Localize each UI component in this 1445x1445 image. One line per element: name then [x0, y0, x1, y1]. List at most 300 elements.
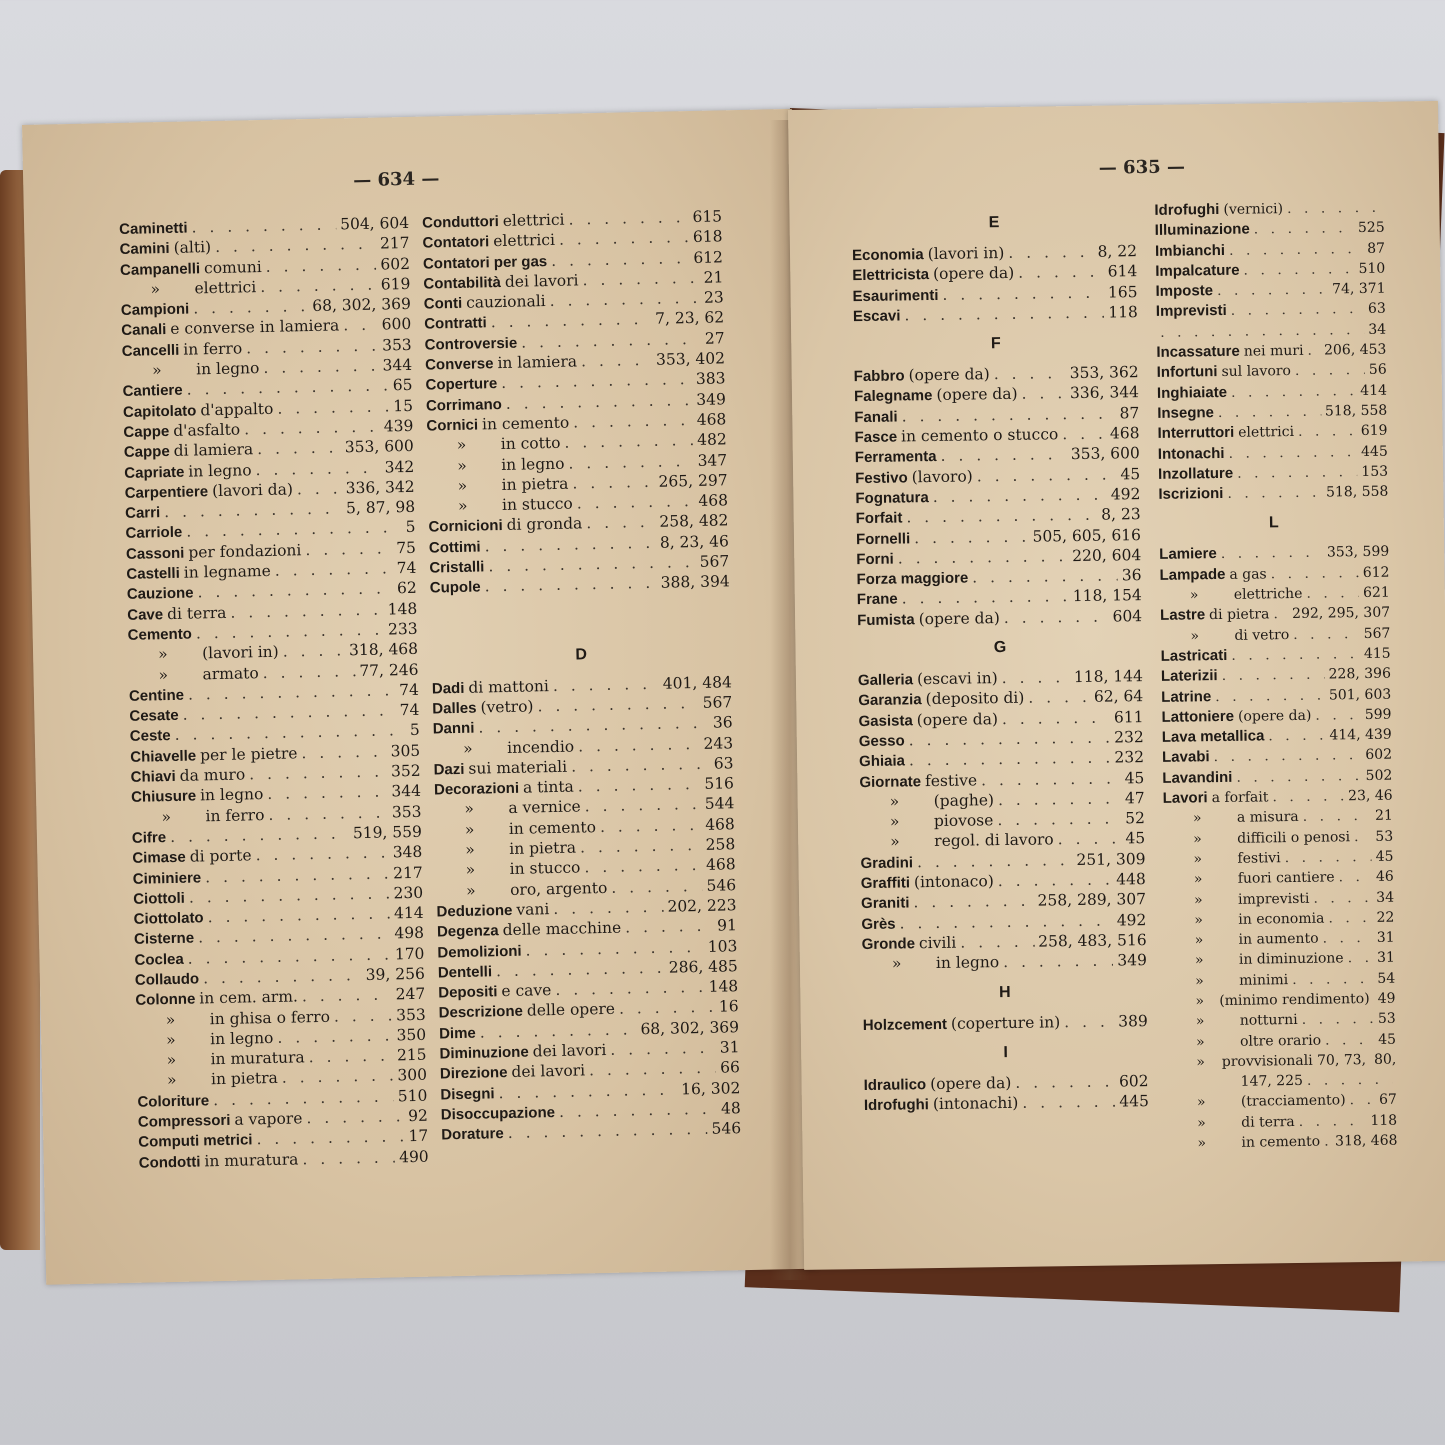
ditto-mark: »	[1197, 1135, 1207, 1152]
leader-dots	[267, 782, 388, 805]
entry-term: Chiavelle	[130, 747, 197, 766]
ditto-mark: »	[457, 496, 468, 516]
leader-dots	[1228, 442, 1357, 464]
leader-dots	[972, 566, 1118, 588]
entry-qualifier: in legname	[183, 561, 271, 582]
leader-dots	[508, 1119, 708, 1143]
leader-dots	[1315, 705, 1361, 726]
page-reference: 352	[390, 761, 421, 781]
entry-term: Cave	[127, 605, 164, 624]
ditto-mark: »	[1195, 1033, 1205, 1050]
leader-dots	[1272, 786, 1344, 807]
page-reference: 74	[396, 558, 417, 578]
leader-dots	[484, 573, 657, 597]
page-reference: 228, 396	[1328, 665, 1392, 683]
page-reference: 215	[396, 1045, 427, 1065]
entry-term: Contabilità	[423, 273, 502, 293]
page-reference: 217	[392, 863, 423, 882]
page-reference: 612	[693, 247, 724, 267]
entry-term: Illuminazione	[1154, 220, 1250, 240]
entry-term: Ciottolato	[133, 909, 204, 928]
entry-term: Disoccupazione	[440, 1103, 556, 1124]
leader-dots	[1218, 402, 1321, 424]
index-entry	[864, 1091, 1149, 1115]
leader-dots	[305, 538, 392, 560]
entry-term: Contatori	[422, 233, 490, 252]
page-reference: 48	[720, 1099, 741, 1118]
ditto-mark: »	[1197, 1115, 1206, 1132]
leader-dots	[553, 897, 664, 920]
entry-term: Campioni	[120, 300, 190, 320]
entry-term: Cottimi	[428, 538, 481, 557]
index-column-left-2	[422, 206, 741, 1145]
index-entry	[855, 484, 1140, 508]
page-reference: 353, 600	[1070, 444, 1140, 464]
entry-term: Impalcature	[1155, 261, 1240, 280]
leader-dots	[1313, 887, 1372, 908]
entry-qualifier: delle opere	[526, 1000, 616, 1021]
entry-term: Conduttori	[421, 213, 499, 232]
leader-dots	[573, 410, 693, 433]
entry-qualifier: elettriche	[1233, 585, 1303, 603]
page-reference: 448	[1116, 870, 1146, 889]
entry-term: Galleria	[857, 671, 914, 690]
entry-term: Idrofughi	[863, 1096, 930, 1115]
entry-term: Gradini	[860, 854, 914, 872]
leader-dots	[1231, 299, 1365, 321]
entry-qualifier: in cemento	[1241, 1133, 1321, 1151]
entry-qualifier: difficili o penosi	[1237, 828, 1351, 847]
entry-term: Esaurimenti	[852, 286, 939, 305]
entry-qualifier: in ghisa o ferro	[209, 1007, 331, 1028]
page-reference: 516	[704, 774, 735, 793]
entry-qualifier: (opere da)	[932, 264, 1015, 284]
page-reference: 118, 144	[1073, 667, 1144, 687]
entry-term: Cifre	[131, 829, 167, 847]
leader-dots	[1295, 360, 1365, 381]
page-reference: 353, 600	[344, 437, 414, 457]
page-reference: 65	[392, 376, 413, 395]
page-reference: 34	[1376, 889, 1395, 906]
ditto-mark: »	[457, 476, 468, 495]
entry-qualifier: in legno	[209, 1028, 274, 1049]
page-reference: 318, 468	[348, 640, 419, 660]
page-reference: 217	[379, 234, 410, 253]
page-reference: 518, 558	[1325, 483, 1389, 501]
entry-term: Lavabi	[1161, 748, 1210, 767]
page-reference: 36	[1121, 566, 1142, 585]
page-reference: 344	[391, 782, 422, 801]
entry-qualifier: in ferro	[183, 339, 243, 359]
leader-dots	[960, 932, 1034, 953]
entry-qualifier: a forfait	[1211, 789, 1269, 807]
page-reference: 414	[1360, 382, 1388, 399]
page-reference: 498	[394, 924, 425, 943]
page-reference: 353	[391, 802, 422, 822]
leader-dots	[942, 282, 1104, 305]
entry-term: Intonachi	[1157, 444, 1225, 463]
page-reference: 8, 23	[1101, 505, 1141, 524]
entry-term: Conti	[423, 295, 463, 313]
entry-qualifier: dei lavori	[511, 1061, 586, 1082]
entry-term: Dime	[438, 1024, 476, 1043]
entry-qualifier: (opere da)	[936, 385, 1018, 405]
index-entry	[1167, 1131, 1397, 1155]
page-reference: 206, 453	[1323, 341, 1387, 359]
page-reference: 251, 309	[1076, 849, 1146, 869]
entry-term: Contatori per gas	[422, 252, 548, 273]
entry-term: Degenza	[436, 922, 499, 941]
leader-dots	[625, 916, 713, 938]
page-reference: 353, 599	[1326, 544, 1390, 561]
entry-term: Lava metallica	[1161, 727, 1265, 746]
page-reference: 292, 295, 307	[1292, 604, 1391, 623]
page-reference: 7, 23, 62	[654, 308, 725, 329]
page-reference: 91	[717, 916, 738, 935]
leader-dots	[255, 457, 381, 480]
leader-dots	[1237, 462, 1358, 484]
ditto-mark: »	[157, 645, 168, 664]
leader-dots	[553, 673, 659, 696]
page-reference: 118	[1370, 1112, 1398, 1129]
ditto-mark: »	[1195, 972, 1204, 990]
entry-term: Demolizioni	[437, 942, 522, 961]
page-reference: 77, 246	[359, 660, 419, 680]
page-reference: 619	[1360, 422, 1388, 440]
leader-dots	[262, 661, 355, 683]
page-reference: 353	[381, 335, 412, 355]
entry-term: Lattoniere	[1161, 707, 1235, 726]
index-entry	[1158, 482, 1388, 506]
page-reference: 45	[1378, 1031, 1397, 1048]
entry-term: Lamiere	[1159, 545, 1217, 564]
leader-dots	[257, 438, 341, 460]
leader-dots	[580, 835, 702, 858]
leader-dots	[1273, 604, 1288, 625]
leader-dots	[1322, 928, 1372, 949]
page-reference: 482	[696, 430, 727, 450]
section-letter: D	[575, 645, 588, 664]
page-reference: 220, 604	[1072, 545, 1142, 565]
page-reference: 504, 604	[339, 213, 410, 234]
entry-qualifier: in legno	[195, 359, 260, 379]
page-reference: 74, 371	[1332, 280, 1386, 298]
entry-term: Laterizii	[1160, 667, 1218, 686]
leader-dots	[940, 445, 1067, 467]
entry-qualifier: elettrici	[502, 210, 565, 230]
entry-term: Idrofughi	[1154, 200, 1220, 219]
entry-term: Fabbro	[853, 367, 905, 386]
page-reference: 611	[1113, 707, 1144, 727]
page-reference: 232	[1114, 728, 1144, 747]
page-reference: 468	[705, 814, 735, 834]
page-reference: 349	[696, 389, 727, 409]
section-letter: L	[1268, 514, 1279, 532]
page-reference: 318, 468	[1335, 1132, 1398, 1150]
ditto-mark: »	[890, 832, 900, 852]
page-reference: 501, 603	[1328, 686, 1392, 704]
page-reference: 80,	[1373, 1051, 1397, 1068]
entry-qualifier: elettrici	[493, 231, 556, 251]
page-reference: 21	[1374, 807, 1394, 825]
leader-dots	[898, 546, 1069, 569]
entry-term: Ferramenta	[854, 448, 937, 467]
leader-dots	[914, 526, 1029, 548]
entry-qualifier: in diminuzione	[1238, 950, 1344, 969]
page-reference: 36	[712, 713, 733, 732]
ditto-mark: »	[166, 1030, 176, 1050]
entry-term: Inzollature	[1158, 464, 1234, 483]
entry-term: Cassoni	[125, 544, 185, 563]
entry-term: Fognatura	[855, 489, 929, 508]
entry-term: Cesate	[129, 706, 179, 726]
index-entry	[857, 606, 1142, 630]
page-reference: 492	[1116, 910, 1147, 930]
entry-term: Carri	[124, 504, 161, 523]
ditto-mark: »	[1194, 952, 1204, 969]
leader-dots	[1298, 421, 1357, 442]
page-reference: 468	[696, 410, 727, 429]
entry-term: Centine	[128, 686, 185, 705]
page-reference: 68, 302, 369	[312, 295, 412, 316]
entry-term: Dalles	[432, 699, 477, 718]
page-reference: 170	[394, 944, 425, 964]
entry-term: Condotti	[138, 1153, 201, 1172]
entry-term: Latrine	[1161, 687, 1212, 706]
page-reference: 202, 223	[667, 896, 737, 916]
entry-term: Converse	[424, 355, 494, 374]
page-reference: 8, 22	[1097, 242, 1138, 261]
entry-qualifier: per le pietre	[199, 744, 298, 765]
page-reference: 468	[705, 855, 736, 875]
entry-qualifier: d'asfalto	[173, 420, 241, 440]
leader-dots	[1015, 1071, 1115, 1093]
entry-qualifier: di mattoni	[468, 676, 550, 697]
entry-qualifier: a tinta	[522, 777, 575, 797]
entry-qualifier: in legno	[188, 460, 252, 481]
page-reference: 62	[396, 579, 417, 598]
index-entry	[853, 302, 1138, 326]
ditto-mark: »	[1194, 912, 1204, 929]
entry-qualifier: (tracciamento)	[1240, 1092, 1346, 1111]
page-reference: 233	[387, 619, 418, 639]
page-reference: 87	[1119, 403, 1140, 423]
page-reference: 56	[1368, 362, 1387, 379]
entry-qualifier: elettrici	[1238, 424, 1295, 442]
entry-qualifier: da muro	[179, 765, 246, 785]
entry-term: Camini	[119, 240, 170, 259]
page-reference: 546	[706, 875, 737, 895]
page-reference: 23	[703, 288, 724, 307]
entry-term: Dentelli	[437, 963, 493, 982]
section-letter: F	[990, 335, 1001, 353]
page-reference: 230	[393, 883, 424, 903]
entry-term: Canali	[121, 321, 167, 340]
page-reference: 49	[1377, 990, 1396, 1007]
leader-dots	[246, 335, 378, 358]
leader-dots	[1325, 1029, 1374, 1050]
page-reference: 353, 402	[655, 349, 726, 369]
leader-dots	[1271, 563, 1359, 585]
entry-term: Dorature	[441, 1125, 504, 1144]
ditto-mark: »	[166, 1051, 177, 1070]
entry-term: Graffiti	[860, 874, 911, 893]
entry-qualifier: di gronda	[506, 514, 583, 535]
entry-term: Descrizione	[438, 1003, 524, 1022]
leader-dots	[302, 1147, 395, 1169]
entry-term: Collaudo	[134, 970, 200, 989]
entry-term: Caminetti	[119, 219, 188, 238]
entry-term: Insegne	[1157, 404, 1215, 422]
leader-dots	[909, 728, 1111, 751]
page-reference: 388, 394	[660, 572, 730, 593]
entry-term: Cauzione	[126, 584, 194, 604]
entry-term: Giornate	[859, 772, 922, 791]
ditto-mark: »	[1192, 810, 1202, 827]
page-reference: 52	[1125, 809, 1146, 828]
entry-qualifier: (lavoro)	[911, 467, 973, 486]
page-reference: 5	[409, 721, 420, 740]
entry-qualifier: in pietra	[509, 838, 577, 858]
leader-dots	[1231, 381, 1357, 403]
page-reference: 510	[397, 1086, 428, 1106]
entry-term: Forni	[856, 550, 894, 568]
entry-term: Cemento	[127, 625, 193, 644]
leader-dots	[244, 417, 380, 440]
page-reference: 350	[396, 1025, 427, 1045]
entry-qualifier: festive	[924, 770, 978, 790]
ditto-mark: »	[151, 361, 162, 380]
page-reference: 604	[1112, 606, 1143, 626]
leader-dots	[1354, 827, 1372, 848]
entry-term: Lastricati	[1160, 646, 1228, 665]
entry-term: Ciottoli	[133, 889, 186, 908]
leader-dots	[977, 464, 1117, 486]
entry-qualifier: oltre orario	[1239, 1032, 1322, 1050]
ditto-mark: »	[166, 1071, 177, 1090]
entry-term: Cornici	[426, 416, 479, 435]
ditto-mark	[1197, 1086, 1237, 1087]
entry-qualifier: a misura	[1236, 809, 1299, 827]
page-reference: 68, 302, 369	[640, 1017, 740, 1038]
page-reference: 414	[393, 903, 424, 923]
entry-term: Gronde	[861, 935, 916, 953]
page-reference: 45	[1125, 829, 1146, 848]
entry-term: Coperture	[425, 375, 498, 394]
ditto-mark: »	[1189, 587, 1199, 604]
leader-dots	[1221, 665, 1324, 687]
page-reference: 87	[1367, 240, 1386, 257]
page-reference: 615	[692, 207, 723, 226]
entry-term: Cupole	[429, 578, 481, 597]
entry-qualifier: di pietra	[1209, 606, 1270, 624]
leader-dots	[572, 472, 655, 494]
entry-qualifier: (intonachi)	[932, 1093, 1019, 1114]
entry-term: Infortuni	[1156, 363, 1218, 382]
entry-term: Gasista	[858, 711, 913, 730]
page-reference: 300	[397, 1066, 428, 1085]
entry-qualifier: festivi	[1237, 850, 1281, 867]
entry-term: Cristalli	[429, 558, 485, 577]
entry-qualifier: di porte	[189, 846, 252, 866]
page-reference: 63	[1367, 301, 1386, 318]
page-reference: 53	[1375, 828, 1394, 845]
leader-dots	[343, 315, 378, 336]
entry-qualifier: (paghe)	[933, 791, 995, 810]
entry-term: Escavi	[852, 307, 901, 326]
page-reference: 518, 558	[1324, 402, 1388, 420]
page-reference: 347	[697, 450, 728, 470]
entry-term: Depositi	[438, 983, 498, 1002]
entry-term: Forza maggiore	[856, 569, 969, 589]
entry-qualifier: in pietra	[501, 474, 569, 494]
ditto-mark: »	[1193, 891, 1203, 908]
leader-dots	[1213, 745, 1361, 767]
leader-dots	[297, 478, 342, 499]
left-page	[22, 109, 816, 1285]
ditto-mark: »	[465, 881, 476, 900]
page-reference: 62, 64	[1093, 687, 1144, 707]
page-reference: 336, 344	[1069, 383, 1140, 403]
entry-term: Compressori	[137, 1111, 231, 1131]
leader-dots	[611, 876, 703, 898]
entry-qualifier: di terra	[1241, 1113, 1295, 1131]
entry-qualifier: in aumento	[1238, 930, 1319, 948]
page-reference: 401, 484	[662, 672, 733, 693]
entry-qualifier: sui materiali	[468, 757, 568, 778]
page-reference: 305	[390, 741, 421, 761]
leader-dots	[1004, 606, 1109, 628]
entry-qualifier: (lavori in)	[201, 642, 279, 663]
leader-dots	[249, 762, 387, 785]
page-reference: 45	[1124, 768, 1145, 787]
entry-qualifier: 147, 225	[1240, 1073, 1304, 1090]
page-reference: 468	[1109, 424, 1140, 443]
entry-qualifier: cauzionali	[465, 292, 546, 312]
ditto-mark: »	[165, 1010, 176, 1029]
entry-qualifier: in legno	[935, 953, 1000, 973]
entry-term: Holzcement	[862, 1015, 948, 1034]
page-reference: 336, 342	[345, 477, 415, 498]
leader-dots	[282, 1066, 394, 1089]
page-reference: 383	[695, 369, 726, 389]
page-reference: 27	[704, 329, 725, 348]
entry-term: Colonne	[135, 990, 196, 1010]
leader-dots	[578, 733, 700, 756]
entry-qualifier: in cem. arm.	[199, 987, 299, 1008]
page-reference: 600	[381, 315, 412, 334]
leader-dots	[255, 843, 389, 866]
entry-term: Contratti	[424, 314, 487, 334]
leader-dots	[260, 274, 377, 297]
entry-qualifier: in legno	[501, 454, 565, 474]
page-reference: 67	[1378, 1092, 1397, 1109]
page-reference: 258, 483, 516	[1038, 930, 1147, 951]
leader-dots	[581, 350, 652, 372]
page-reference: 602	[1118, 1071, 1149, 1091]
entry-qualifier: a vernice	[508, 797, 581, 818]
page-reference: 232	[1114, 748, 1145, 767]
entry-qualifier: (opere da)	[930, 1073, 1012, 1093]
leader-dots	[564, 430, 693, 453]
entry-qualifier: in cemento o stucco	[900, 425, 1059, 446]
ditto-mark: »	[161, 807, 172, 826]
leader-dots	[1293, 624, 1360, 645]
entry-term: Coclea	[134, 950, 184, 969]
entry-term: Inghiaiate	[1156, 383, 1228, 402]
page-reference: 31	[1376, 929, 1395, 946]
ditto-mark: »	[158, 665, 169, 684]
